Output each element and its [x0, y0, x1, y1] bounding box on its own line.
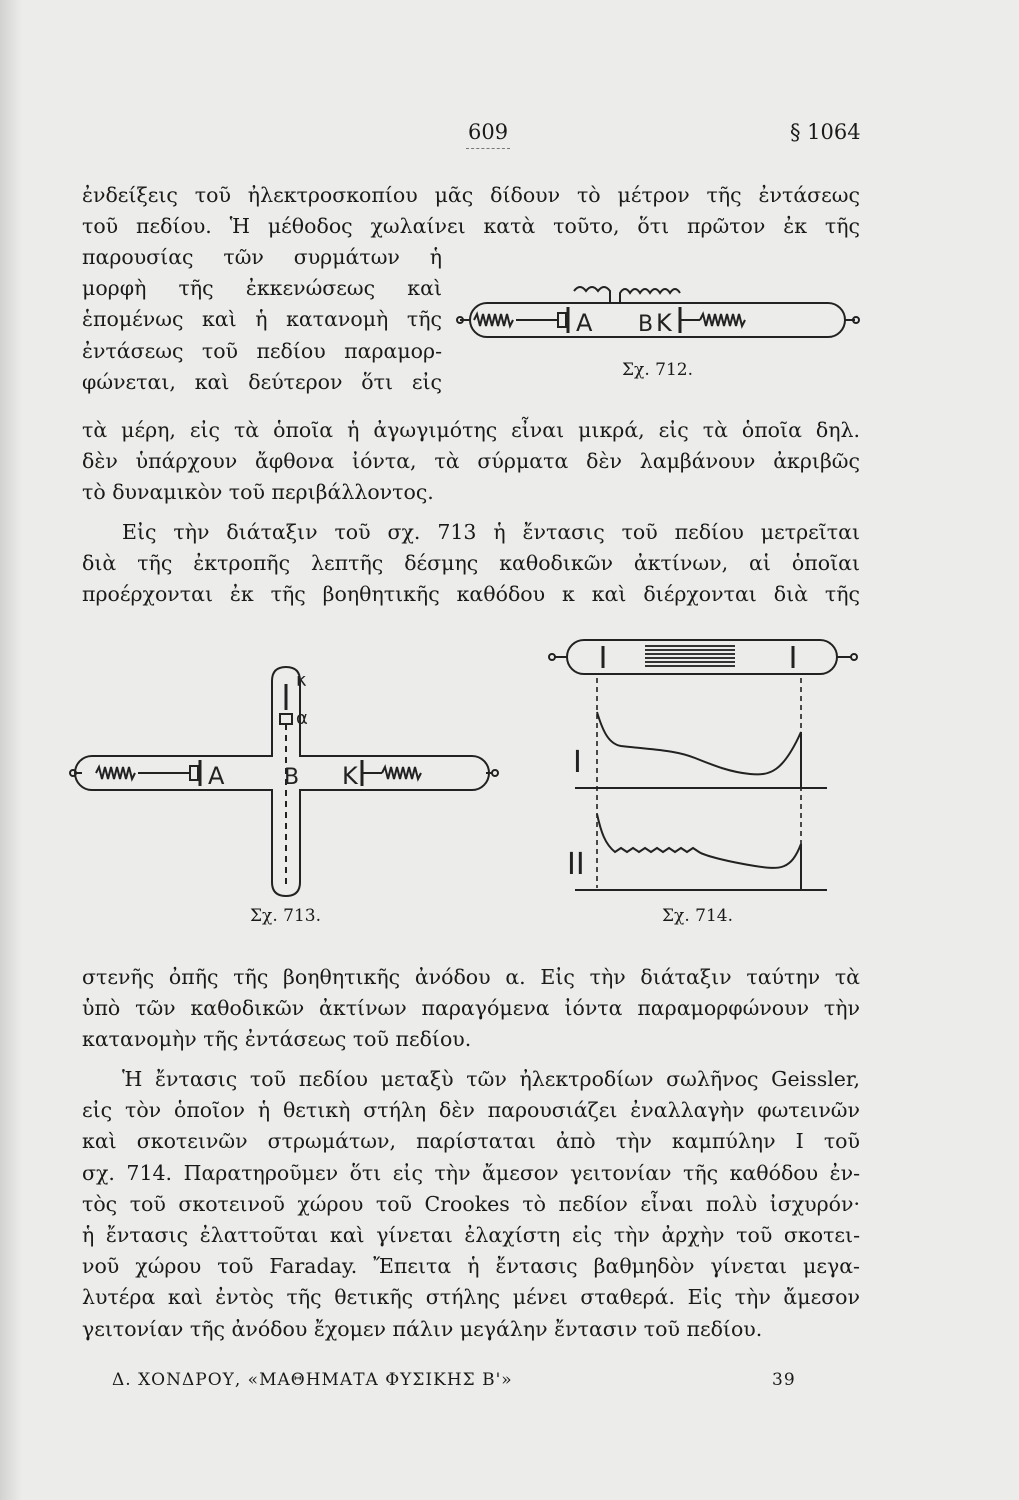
- text-line: Ἡ ἔντασις τοῦ πεδίου μεταξὺ τῶν ἠλεκτροδίων σωλῆνος Geissler,: [122, 1067, 860, 1091]
- caption-fig-713: Σχ. 713.: [250, 906, 321, 926]
- text-line: καὶ σκοτεινῶν στρωμάτων, παρίσταται ἀπὸ τὴν καμπύλην Ι τοῦ: [82, 1129, 860, 1154]
- caption-fig-714: Σχ. 714.: [662, 906, 733, 926]
- curve-label-II: II: [567, 847, 585, 882]
- text-line: τὸς τοῦ σκοτεινοῦ χώρου τοῦ Crookes τὸ πεδίον εἶναι πολὺ ἰσχυρόν·: [82, 1191, 860, 1216]
- auxiliary-anode: [280, 714, 292, 724]
- text-line: μορφὴ τῆς ἐκκενώσεως καὶ: [82, 276, 442, 301]
- text-line: διὰ τῆς ἐκτροπῆς λεπτῆς δέσμης καθοδικῶν ἀκτίνων, αἱ ὁποῖαι: [82, 551, 860, 576]
- paragraph-1-rest: [82, 415, 860, 509]
- text-line: σχ. 714. Παρατηροῦμεν ὅτι εἰς τὴν ἄμεσον γειτονίαν τῆς καθόδου ἐν-: [82, 1160, 860, 1185]
- curve-label-I: I: [573, 745, 582, 780]
- text-line: προέρχονται ἐκ τῆς βοηθητικῆς καθόδου κ καὶ διέρχονται διὰ τῆς: [82, 582, 860, 607]
- text-line: ἐντάσεως τοῦ πεδίου παραμορ-: [82, 338, 442, 363]
- figure-714: [555, 632, 860, 900]
- text-line: λυτέρα καὶ ἐντὸς τῆς θετικῆς στήλης μένει σταθερά. Εἰς τὴν ἄμεσον: [82, 1285, 860, 1310]
- text-line: παρουσίας τῶν συρμάτων ἡ: [82, 245, 442, 269]
- page-number-rule: [466, 148, 510, 149]
- paragraph-1-narrow: [82, 242, 442, 398]
- label-alpha: α: [296, 708, 308, 729]
- text-line: ἡ ἔντασις ἐλαττοῦται καὶ γίνεται ἐλαχίστη εἰς τὴν ἀρχὴν τοῦ σκοτει-: [82, 1223, 860, 1248]
- curve-I: [597, 712, 801, 788]
- text-line: στενῆς ὀπῆς τῆς βοηθητικῆς ἀνόδου α. Εἰς τὴν διάταξιν ταύτην τὰ: [82, 965, 860, 989]
- electrode-label-a: A: [208, 762, 225, 790]
- text-line: Εἰς τὴν διάταξιν τοῦ σχ. 713 ἡ ἔντασις τοῦ πεδίου μετρεῖται: [122, 520, 860, 544]
- text-line: τὸ δυναμικὸν τοῦ περιβάλλοντος.: [82, 480, 434, 505]
- figure-713: [82, 662, 502, 907]
- page-spine-shadow: [0, 0, 22, 1500]
- text-line: γειτονίαν τῆς ἀνόδου ἔχομεν πάλιν μεγάλην ἔντασιν τοῦ πεδίου.: [82, 1316, 763, 1341]
- electrode-label-b: B: [284, 765, 300, 790]
- text-line: ἐνδείξεις τοῦ ἠλεκτροσκοπίου μᾶς δίδουν τὸ μέτρον τῆς ἐντάσεως: [82, 183, 860, 207]
- paragraph-1-top: [82, 180, 860, 242]
- text-line: ἑπομένως καὶ ἡ κατανομὴ τῆς: [82, 307, 442, 332]
- footer-book-title: Δ. ΧΟΝΔΡΟΥ, «ΜΑΘΗΜΑΤΑ ΦΥΣΙΚΗΣ Β'»: [112, 1370, 513, 1390]
- electrode-label-k: K: [656, 309, 672, 337]
- curve-II: [597, 814, 801, 890]
- electrode-label-k: K: [342, 762, 358, 790]
- text-line: φώνεται, καὶ δεύτερον ὅτι εἰς: [82, 369, 442, 394]
- text-line: ὑπὸ τῶν καθοδικῶν ἀκτίνων παραγόμενα ἰόντα παραμορφώνουν τὴν: [82, 996, 860, 1021]
- wire-coil-top: [620, 289, 680, 303]
- paragraph-2-top: [82, 517, 860, 611]
- text-line: κατανομὴν τῆς ἐντάσεως τοῦ πεδίου.: [82, 1027, 472, 1052]
- text-line: νοῦ χώρου τοῦ Faraday. Ἔπειτα ἡ ἔντασις βαθμηδὸν γίνεται μεγα-: [82, 1254, 860, 1279]
- label-kappa: κ: [296, 670, 307, 691]
- electrode-label-b: B: [638, 312, 654, 337]
- text-line: εἰς τὸν ὁποῖον ἡ θετικὴ στήλη δὲν παρουσιάζει ἐναλλαγὴν φωτεινῶν: [82, 1098, 860, 1123]
- positive-column-striations: [645, 646, 735, 666]
- page-number: 609: [468, 120, 509, 144]
- text-line: τοῦ πεδίου. Ἡ μέθοδος χωλαίνει κατὰ τοῦτο, ὅτι πρῶτον ἐκ τῆς: [82, 214, 860, 239]
- cross-shaped-tube: [75, 667, 489, 896]
- text-line: τὰ μέρη, εἰς τὰ ὁποῖα ἡ ἀγωγιμότης εἶναι μικρά, εἰς τὰ ὁποῖα δηλ.: [82, 418, 860, 442]
- section-number: § 1064: [790, 120, 861, 144]
- paragraph-2-bottom: [82, 962, 860, 1056]
- text-line: δὲν ὑπάρχουν ἄφθονα ἰόντα, τὰ σύρματα δὲν λαμβάνουν ἀκριβῶς: [82, 449, 860, 474]
- wire-coil-right: [700, 314, 745, 326]
- electrode-label-a: A: [576, 309, 593, 337]
- wire-coil-left: [474, 314, 513, 326]
- footer-signature: 39: [772, 1370, 796, 1390]
- caption-fig-712: Σχ. 712.: [622, 360, 693, 380]
- paragraph-3: [82, 1064, 860, 1345]
